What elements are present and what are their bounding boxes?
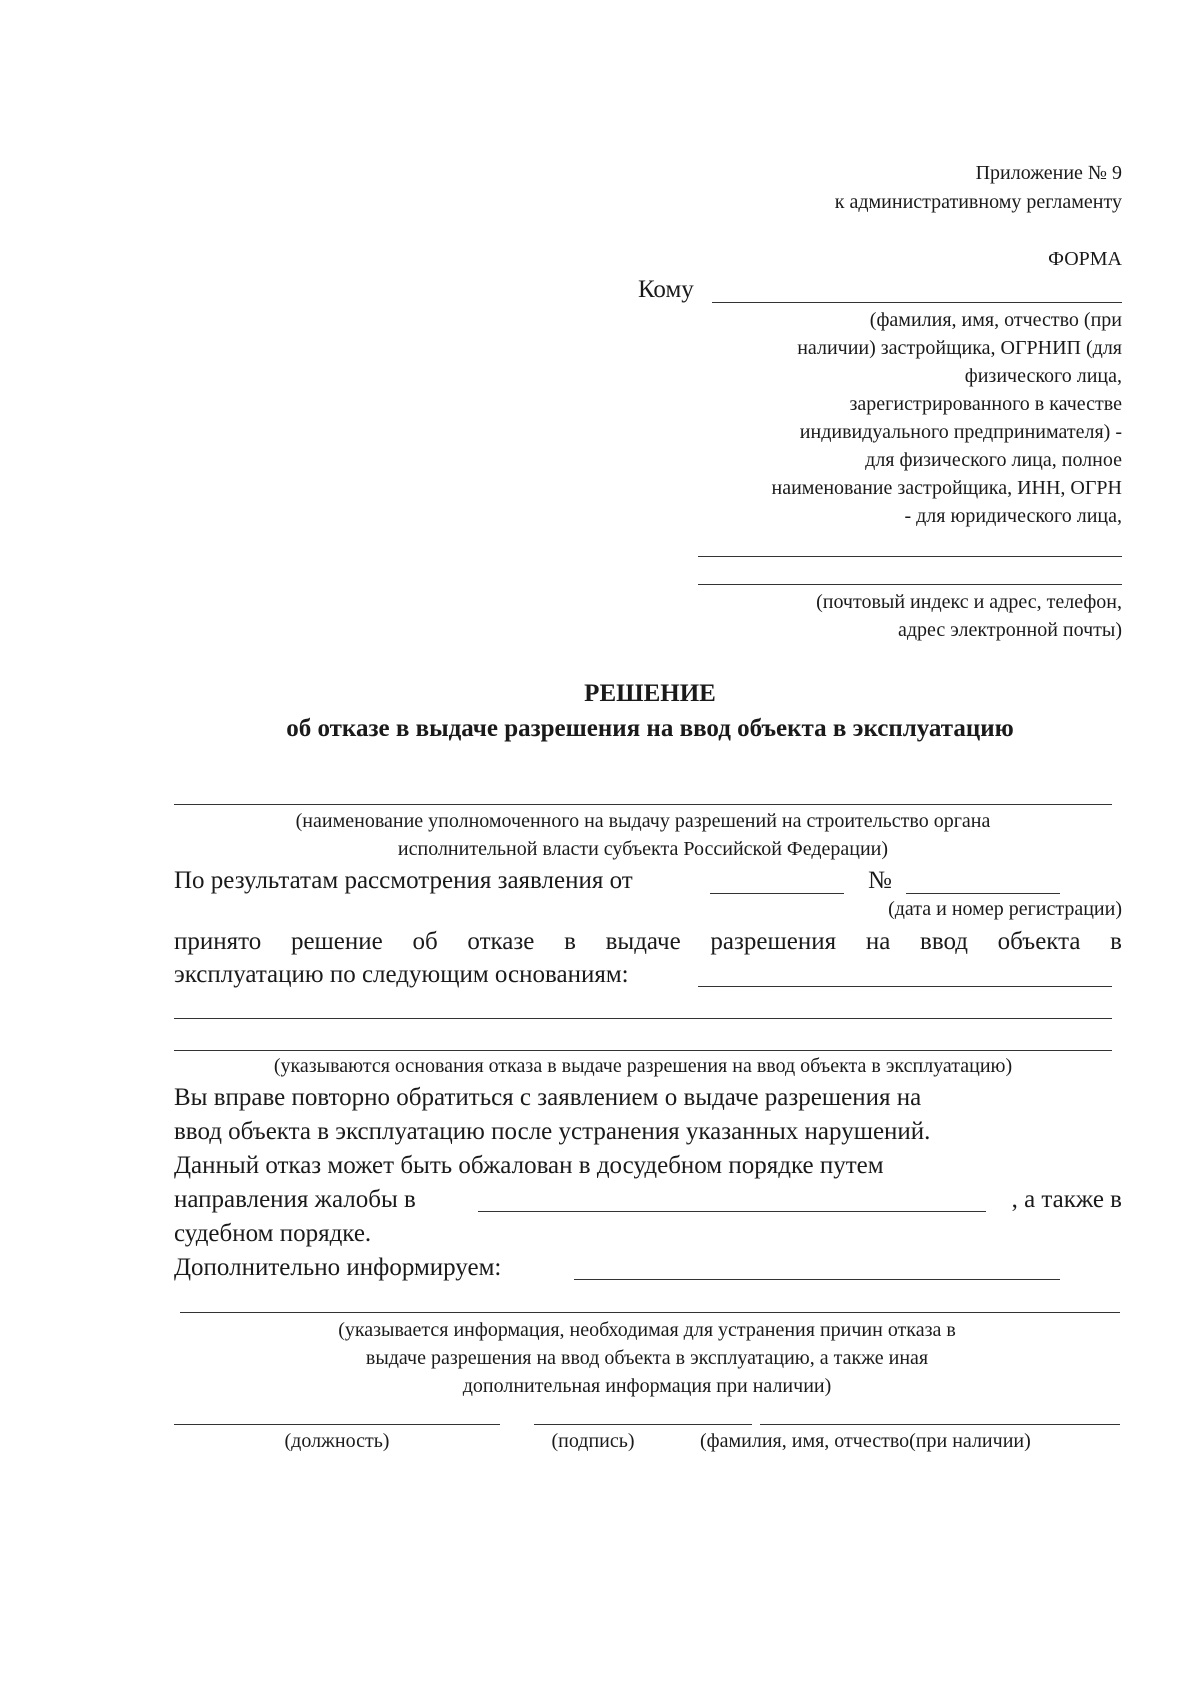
recipient-name-line[interactable] <box>712 302 1122 303</box>
hint-line: адрес электронной почты) <box>897 619 1122 641</box>
hint-line: (почтовый индекс и адрес, телефон, <box>816 591 1122 613</box>
reasons-line-2[interactable] <box>174 1018 1112 1019</box>
recipient-address-line[interactable] <box>698 584 1122 585</box>
application-number-line[interactable] <box>906 893 1060 894</box>
hint-line: (указывается информация, необходимая для устранения причин отказа в <box>338 1319 956 1341</box>
position-line[interactable] <box>174 1424 500 1425</box>
hint-line: выдаче разрешения на ввод объекта в эксплуатацию, а также иная <box>365 1347 929 1369</box>
hint-line: - для юридического лица, <box>904 505 1122 527</box>
word: ввод <box>920 928 968 955</box>
word: на <box>865 928 891 955</box>
number-sign: № <box>868 867 892 894</box>
document-subtitle: об отказе в выдаче разрешения на ввод объекта в эксплуатацию <box>286 715 1014 742</box>
authority-hint <box>174 807 1112 863</box>
hint-line: (наименование уполномоченного на выдачу разрешений на строительство органа <box>295 810 991 832</box>
rights-text <box>174 1081 930 1183</box>
decision-line-1 <box>174 925 1122 958</box>
text-line: Данный отказ может быть обжалован в досудебном порядке путем <box>174 1152 884 1179</box>
appendix-reference: к административному регламенту <box>834 191 1122 213</box>
review-prefix: По результатам рассмотрения заявления от <box>174 867 633 894</box>
signature-hint: (подпись) <box>551 1430 635 1452</box>
complaint-authority-line[interactable] <box>478 1211 986 1212</box>
full-name-line[interactable] <box>760 1424 1120 1425</box>
decision-line-2: эксплуатацию по следующим основаниям: <box>174 961 629 988</box>
word: объекта <box>997 928 1081 955</box>
reasons-line-3[interactable] <box>174 1050 1112 1051</box>
full-name-hint: (фамилия, имя, отчество(при наличии) <box>700 1430 1031 1452</box>
reasons-hint: (указываются основания отказа в выдаче разрешения на ввод объекта в эксплуатацию) <box>273 1055 1013 1077</box>
hint-line: физического лица, <box>964 365 1122 387</box>
complaint-suffix: , а также в <box>1011 1186 1122 1213</box>
hint-line: (фамилия, имя, отчество (при <box>869 309 1122 331</box>
hint-line: для физического лица, полное <box>865 449 1122 471</box>
word: в <box>1110 928 1122 955</box>
hint-line: зарегистрированного в качестве <box>849 393 1122 415</box>
hint-line: исполнительной власти субъекта Российской Федерации) <box>397 838 889 860</box>
word: выдаче <box>605 928 681 955</box>
application-date-line[interactable] <box>710 893 844 894</box>
appendix-number: Приложение № 9 <box>975 162 1122 184</box>
document-title: РЕШЕНИЕ <box>584 680 716 707</box>
additional-info-line-1[interactable] <box>574 1279 1060 1280</box>
word: в <box>564 928 576 955</box>
hint-line: наименование застройщика, ИНН, ОГРН <box>771 477 1122 499</box>
additional-info-label: Дополнительно информируем: <box>174 1254 502 1281</box>
hint-line: индивидуального предпринимателя) - <box>799 421 1122 443</box>
court-procedure: судебном порядке. <box>174 1220 372 1247</box>
word: принято <box>174 928 262 955</box>
hint-line: дополнительная информация при наличии) <box>462 1375 832 1397</box>
additional-info-hint <box>174 1316 1120 1400</box>
additional-info-line-2[interactable] <box>180 1312 1120 1313</box>
address-hint <box>816 588 1122 644</box>
authority-line[interactable] <box>174 804 1112 805</box>
hint-line: наличии) застройщика, ОГРНИП (для <box>797 337 1122 359</box>
signature-line[interactable] <box>534 1424 752 1425</box>
text-line: Вы вправе повторно обратиться с заявлением о выдаче разрешения на <box>174 1084 922 1111</box>
recipient-name-hint <box>772 306 1123 530</box>
recipient-label: Кому <box>638 276 694 303</box>
word: решение <box>290 928 383 955</box>
reasons-line-1[interactable] <box>698 986 1112 987</box>
date-number-hint: (дата и номер регистрации) <box>888 898 1122 920</box>
complaint-prefix: направления жалобы в <box>174 1186 416 1213</box>
word: разрешения <box>710 928 837 955</box>
form-label: ФОРМА <box>1048 248 1122 270</box>
word: об <box>412 928 438 955</box>
word: отказе <box>467 928 535 955</box>
recipient-extra-line[interactable] <box>698 556 1122 557</box>
position-hint: (должность) <box>284 1430 390 1452</box>
text-line: ввод объекта в эксплуатацию после устранения указанных нарушений. <box>174 1118 931 1145</box>
